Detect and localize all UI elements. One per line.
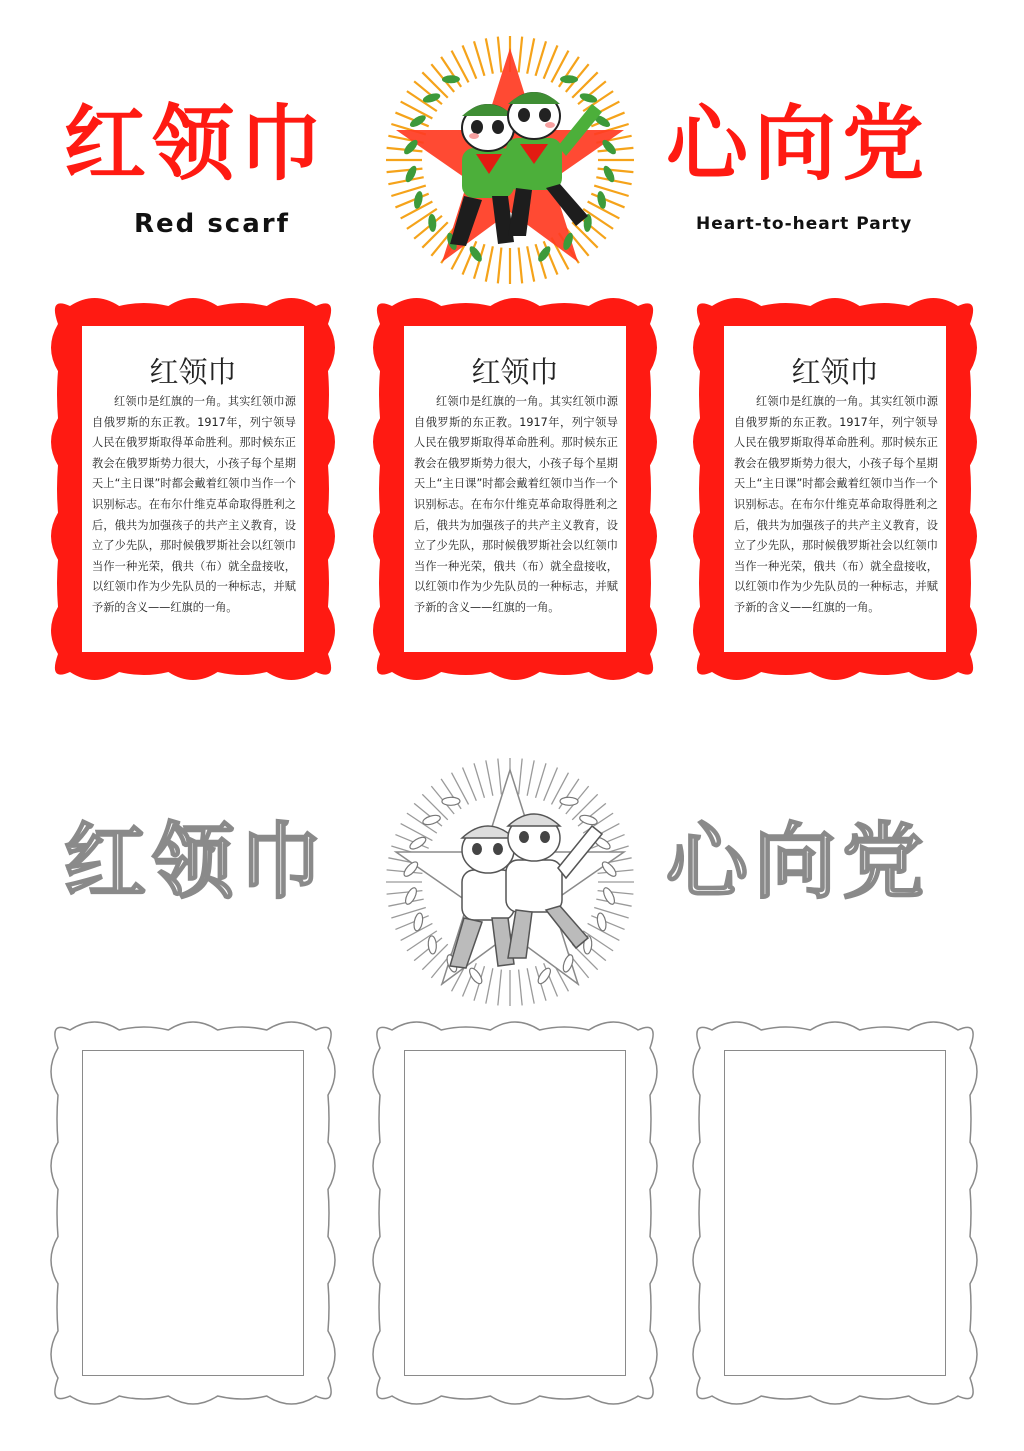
card-body: 红领巾是红旗的一角。其实红领巾源自俄罗斯的东正教。1917年，列宁领导人民在俄罗斯取得革命胜利。那时候东正教会在俄罗斯势力很大，小孩子每个星期天上“主日课”时都会戴着红领巾当作一个识别标志。在布尔什维克革命取得胜利之后，俄共为加强孩子的共产主义教育，设立了少先队，那时候俄罗斯社会以红领巾当作一种光荣，俄共（布）就全盘接收，以红领巾作为少先队员的一种标志，并赋予新的含义——红旗的一角。 (92, 395, 296, 614)
blank-card-area (404, 1050, 626, 1376)
outline-title-left: 红领巾 (64, 815, 329, 910)
blank-card-2 (370, 1016, 660, 1410)
card-title: 红领巾 (791, 355, 879, 389)
pioneer-pandas-star-emblem-outline-icon (380, 752, 640, 1012)
title-right: 心向党 (666, 97, 931, 192)
blank-card-3 (690, 1016, 980, 1410)
blank-card-1 (48, 1016, 338, 1410)
subtitle-left: Red scarf (134, 209, 290, 239)
pioneer-pandas-star-emblem-icon (380, 30, 640, 290)
card-body: 红领巾是红旗的一角。其实红领巾源自俄罗斯的东正教。1917年，列宁领导人民在俄罗斯取得革命胜利。那时候东正教会在俄罗斯势力很大，小孩子每个星期天上“主日课”时都会戴着红领巾当作一个识别标志。在布尔什维克革命取得胜利之后，俄共为加强孩子的共产主义教育，设立了少先队，那时候俄罗斯社会以红领巾当作一种光荣，俄共（布）就全盘接收，以红领巾作为少先队员的一种标志，并赋予新的含义——红旗的一角。 (734, 395, 938, 614)
outline-title-right: 心向党 (666, 815, 931, 910)
card-content (404, 326, 626, 652)
card-3 (690, 292, 980, 686)
card-content (724, 326, 946, 652)
card-title: 红领巾 (471, 355, 559, 389)
blank-card-area (82, 1050, 304, 1376)
card-body: 红领巾是红旗的一角。其实红领巾源自俄罗斯的东正教。1917年，列宁领导人民在俄罗斯取得革命胜利。那时候东正教会在俄罗斯势力很大，小孩子每个星期天上“主日课”时都会戴着红领巾当作一个识别标志。在布尔什维克革命取得胜利之后，俄共为加强孩子的共产主义教育，设立了少先队，那时候俄罗斯社会以红领巾当作一种光荣，俄共（布）就全盘接收，以红领巾作为少先队员的一种标志，并赋予新的含义——红旗的一角。 (414, 395, 618, 614)
subtitle-right: Heart-to-heart Party (696, 214, 913, 234)
card-1 (48, 292, 338, 686)
card-title: 红领巾 (149, 355, 237, 389)
blank-card-area (724, 1050, 946, 1376)
title-left: 红领巾 (64, 97, 329, 192)
card-2 (370, 292, 660, 686)
card-content (82, 326, 304, 652)
